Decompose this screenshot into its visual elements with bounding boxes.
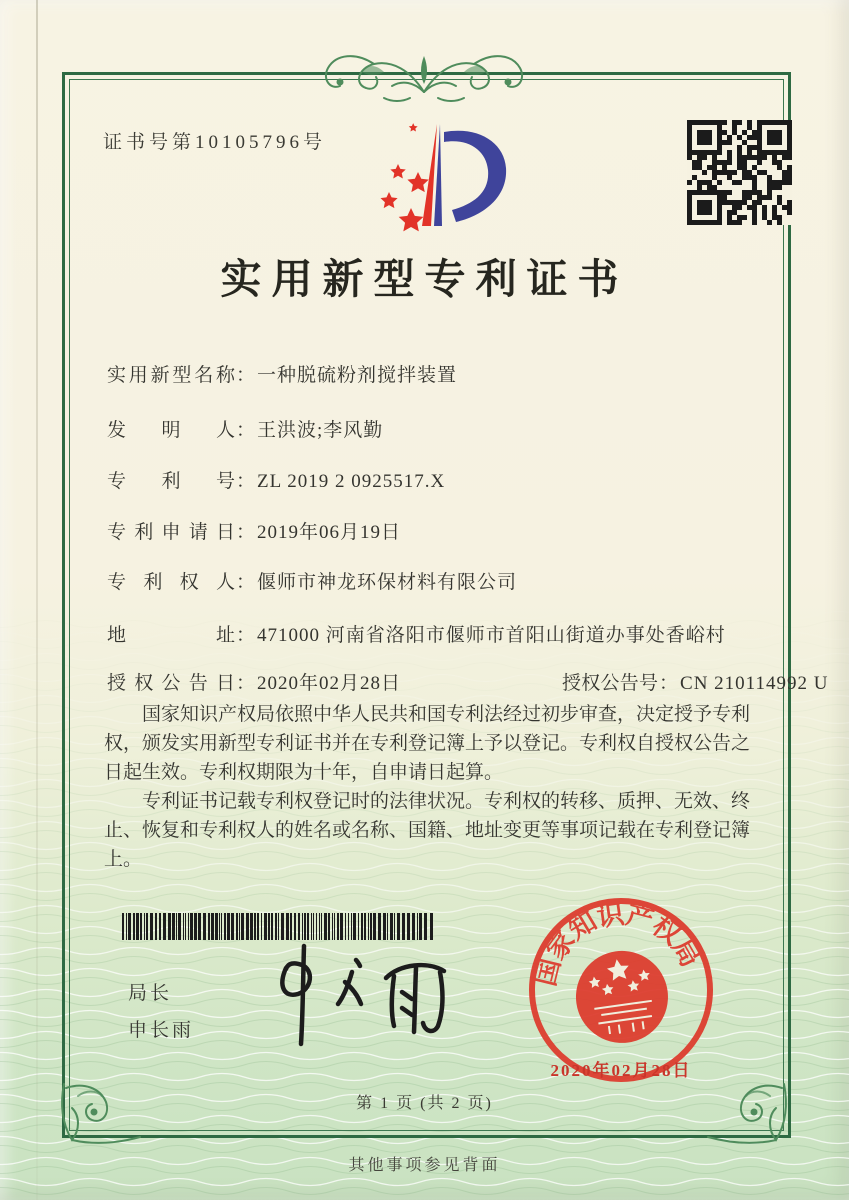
field-label: 专利权人 xyxy=(107,572,235,593)
field-label: 授权公告号 xyxy=(562,673,658,694)
seal-ring-text: 国家知识产权局 xyxy=(530,898,706,989)
field-row-address: 地址 ： 471000 河南省洛阳市偃师市首阳山街道办事处香峪村 xyxy=(107,620,726,647)
field-label: 地址 xyxy=(107,625,235,646)
seal-date: 2020年02月28日 xyxy=(550,1061,692,1080)
field-value: 2020年02月28日 xyxy=(257,673,402,694)
field-row-patentee: 专利权人 ： 偃师市神龙环保材料有限公司 xyxy=(107,567,517,594)
field-label: 发明人 xyxy=(107,420,235,441)
legal-text-block xyxy=(104,700,750,874)
page-number: 第 1 页 (共 2 页) xyxy=(356,1095,493,1112)
field-label: 专利号 xyxy=(107,471,235,492)
field-row-grant: 授权公告日 ： 2020年02月28日 授权公告号 ： CN 210114992 U xyxy=(107,668,750,695)
field-row-filing-date: 专利申请日 ： 2019年06月19日 xyxy=(107,517,401,544)
signer-block xyxy=(128,975,194,1049)
certificate-title: 实用新型专利证书 xyxy=(220,256,629,302)
field-label: 专利申请日 xyxy=(107,522,235,543)
field-row-name: 实用新型名称 ： 一种脱硫粉剂搅拌装置 xyxy=(107,360,457,387)
barcode-icon xyxy=(122,913,438,940)
field-label: 实用新型名称 xyxy=(107,365,235,386)
field-value: 471000 河南省洛阳市偃师市首阳山街道办事处香峪村 xyxy=(257,625,726,646)
legal-paragraph-2: 专利证书记载专利权登记时的法律状况。专利权的转移、质押、无效、终止、恢复和专利权人的姓名或名称、国籍、地址变更等事项记载在专利登记簿上。 xyxy=(104,791,751,870)
signer-title: 局长 xyxy=(128,983,173,1004)
field-value: 王洪波;李风勤 xyxy=(257,420,384,441)
field-value: CN 210114992 U xyxy=(680,673,829,694)
signature-icon xyxy=(248,938,468,1050)
signer-name: 申长雨 xyxy=(128,1020,195,1041)
field-label: 授权公告日 xyxy=(107,673,235,694)
field-value: 2019年06月19日 xyxy=(257,522,402,543)
top-border-ornament xyxy=(314,42,534,106)
certificate-number: 证书号第10105796号 xyxy=(103,132,327,153)
field-value: 一种脱硫粉剂搅拌装置 xyxy=(257,365,458,386)
qr-code-icon xyxy=(687,120,792,225)
field-row-patent-no: 专利号 ： ZL 2019 2 0925517.X xyxy=(107,466,445,493)
ornament-center-leaf xyxy=(421,56,427,84)
cnipa-logo-icon xyxy=(358,112,543,240)
grant-number-pair: 授权公告号 ： CN 210114992 U xyxy=(562,668,828,695)
legal-paragraph-1: 国家知识产权局依照中华人民共和国专利法经过初步审查，决定授予专利权，颁发实用新型专利证书并在专利登记簿上予以登记。专利权自授权公告之日起生效。专利权期限为十年，自申请日起算。 xyxy=(104,704,751,783)
field-value: 偃师市神龙环保材料有限公司 xyxy=(257,572,518,593)
field-row-inventor: 发明人 ： 王洪波;李风勤 xyxy=(107,415,383,442)
field-value: ZL 2019 2 0925517.X xyxy=(257,471,446,492)
bottom-right-ornament xyxy=(672,1078,792,1148)
bottom-left-ornament xyxy=(56,1078,176,1148)
national-emblem xyxy=(570,945,674,1049)
back-side-note: 其他事项参见背面 xyxy=(348,1157,501,1174)
